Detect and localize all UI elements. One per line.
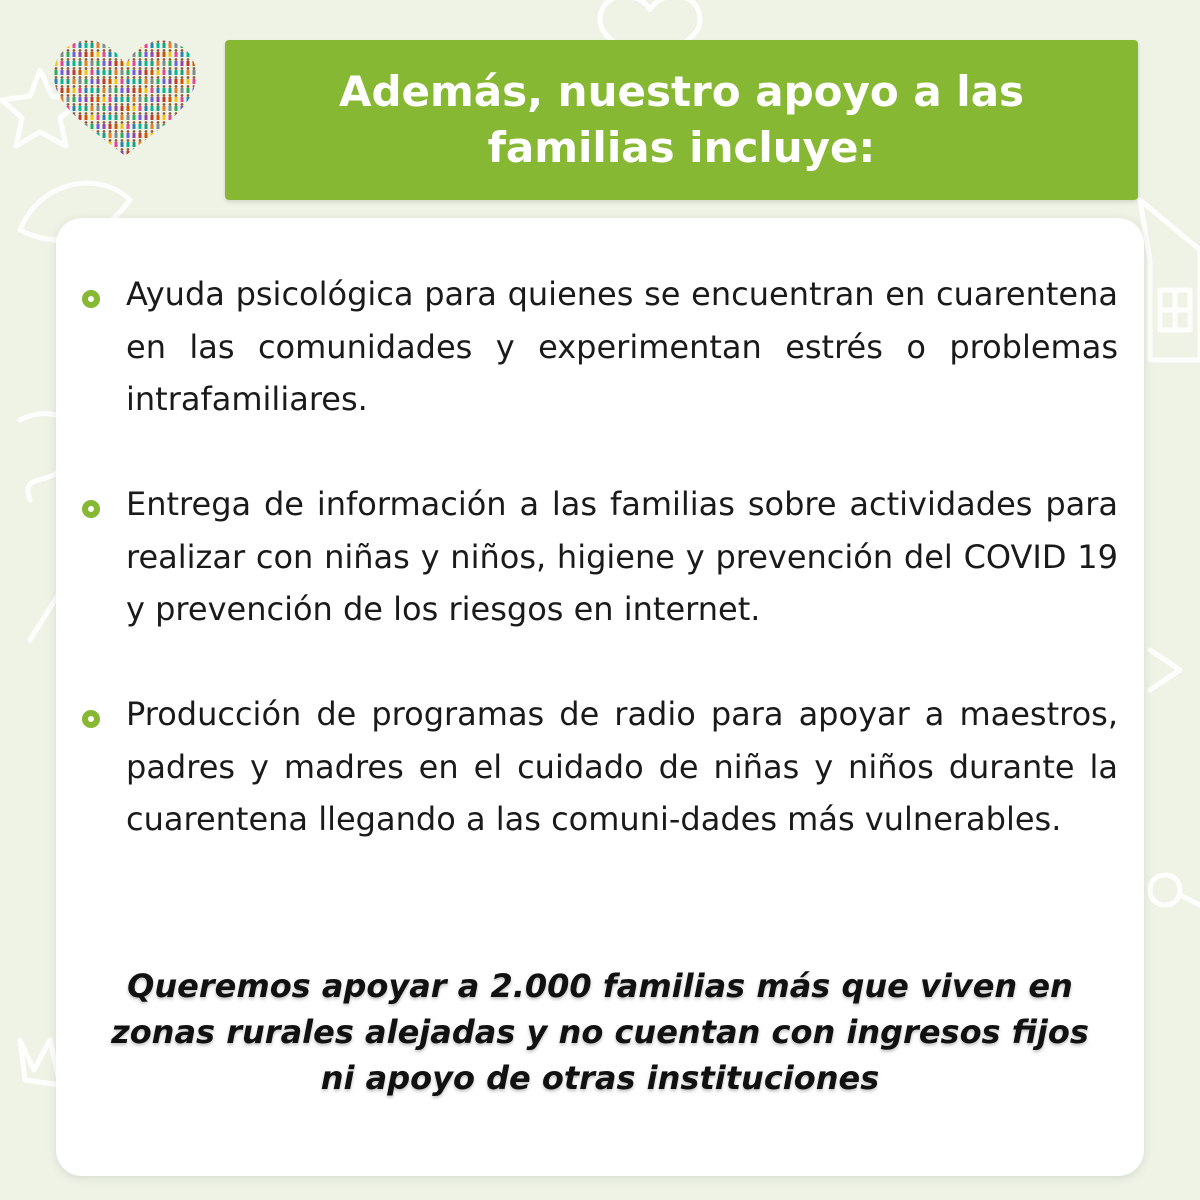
heart-of-people-icon (52, 38, 198, 158)
bullet-text: Entrega de información a las familias sobre actividades para realizar con niñas y niños, higiene y prevención del COVID 19 y prevención de los riesgos en internet. (126, 485, 1118, 628)
bullet-text: Ayuda psicológica para quienes se encuentran en cuarentena en las comunidades y experimentan estrés o problemas intrafamiliares. (126, 275, 1118, 418)
bullet-circle-icon (82, 290, 100, 308)
star-doodle-bottom-left (20, 1040, 60, 1085)
triangle-doodle-right (1150, 650, 1180, 690)
bullet-circle-icon (82, 710, 100, 728)
content-card (56, 218, 1144, 1176)
closing-statement: Queremos apoyar a 2.000 familias más que viven en zonas rurales alejadas y no cuentan con ingresos fijos ni apoyo de otras instituciones (111, 967, 1089, 1097)
bullet-text: Producción de programas de radio para apoyar a maestros, padres y madres en el cuidado de niñas y niños durante la cuarentena llegando a las comuni-dades más vulnerables. (126, 695, 1118, 838)
header-banner (225, 40, 1138, 200)
bullet-circle-icon (82, 500, 100, 518)
house-window-doodle (1160, 290, 1190, 330)
key-doodle-right (1150, 875, 1200, 905)
header-title: Además, nuestro apoyo a las familias incluye: (338, 67, 1025, 172)
house-doodle-right (1140, 200, 1200, 360)
